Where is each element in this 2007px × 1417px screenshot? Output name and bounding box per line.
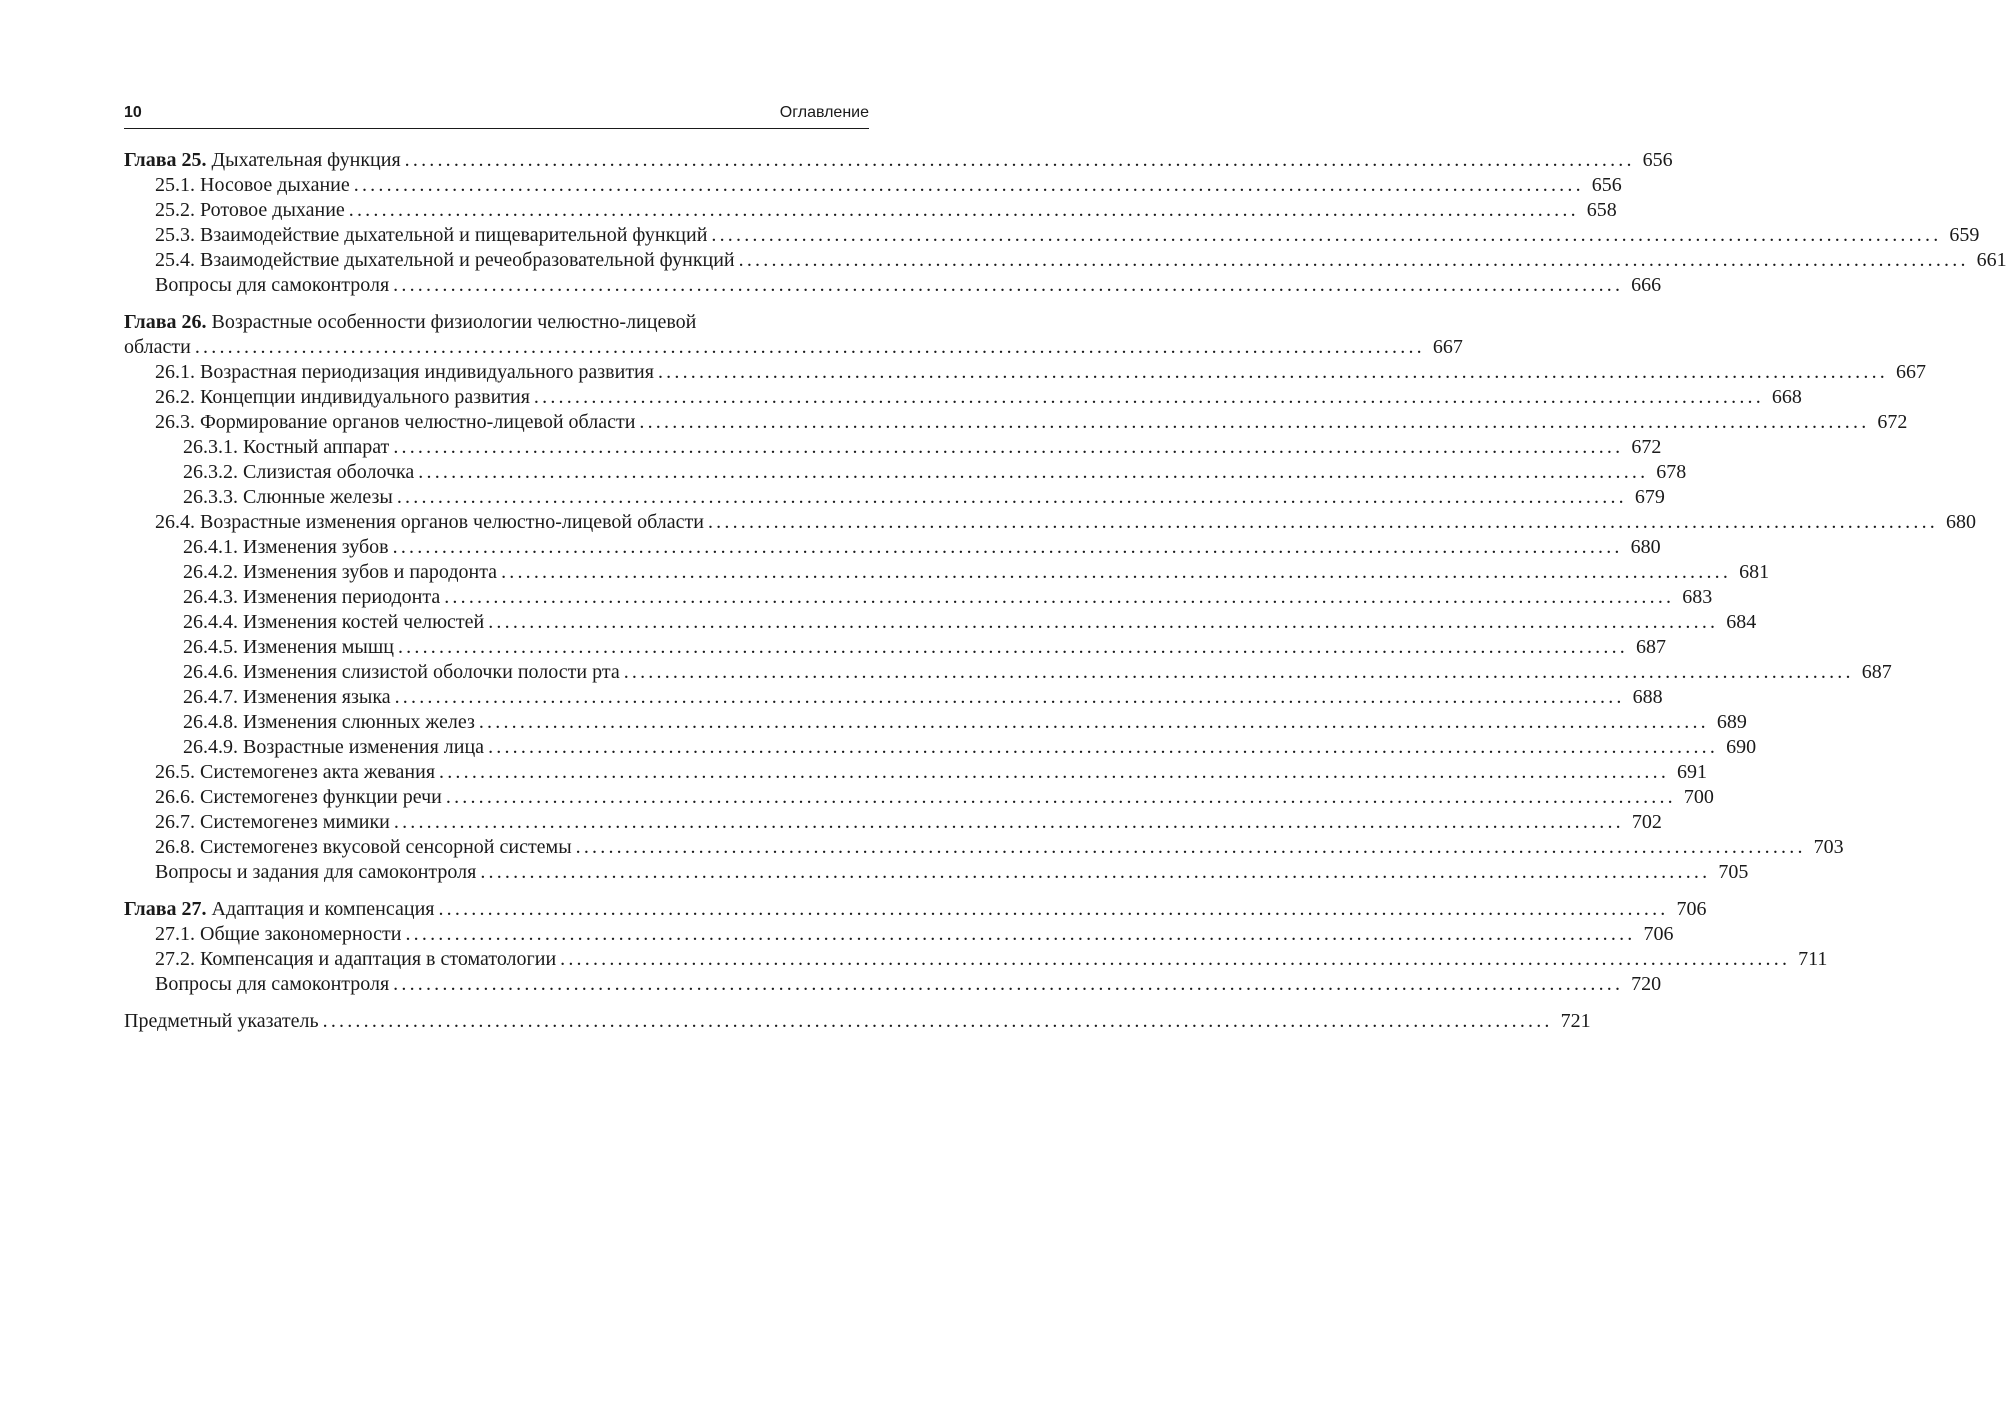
toc-item[interactable]	[124, 810, 1662, 835]
table-of-contents	[124, 148, 2007, 1034]
leader-dots: ......................................................................................................................................................	[738, 249, 1969, 271]
leader-dots: ......................................................................................................................................................	[393, 973, 1624, 995]
toc-item[interactable]	[124, 410, 1908, 435]
page-ref: 656	[1591, 174, 1622, 196]
toc-item[interactable]	[124, 248, 2007, 273]
page-ref: 667	[1432, 336, 1463, 358]
toc-item-title: 26.4.9. Возрастные изменения лица	[183, 736, 485, 758]
leader-dots: ......................................................................................................................................................	[397, 636, 1628, 658]
toc-item[interactable]	[124, 510, 1976, 535]
leader-dots: ......................................................................................................................................................	[393, 274, 1624, 296]
page-ref: 702	[1631, 811, 1662, 833]
page-number: 10	[124, 104, 142, 121]
toc-item[interactable]	[124, 785, 1714, 810]
page-ref: 711	[1798, 948, 1828, 970]
toc-item-title: 26.3.1. Костный аппарат	[183, 436, 390, 458]
chapter-title: Адаптация и компенсация	[211, 898, 435, 920]
leader-dots: ......................................................................................................................................................	[439, 761, 1670, 783]
toc-item[interactable]	[124, 972, 1662, 997]
toc-item-title: 25.4. Взаимодействие дыхательной и речеобразовательной функций	[155, 249, 735, 271]
page-ref: 656	[1642, 149, 1673, 171]
chapter-label: Глава 25.	[124, 149, 207, 171]
toc-item-title: 26.3.3. Слюнные железы	[183, 486, 393, 508]
toc-item[interactable]	[124, 760, 1708, 785]
toc-item-title: 27.2. Компенсация и адаптация в стоматологии	[155, 948, 557, 970]
page-ref: 672	[1631, 436, 1662, 458]
toc-subitem[interactable]	[124, 560, 1770, 585]
toc-item-title: 26.4.6. Изменения слизистой оболочки полости рта	[183, 661, 620, 683]
page-ref: 680	[1630, 536, 1661, 558]
toc-item-title: Предметный указатель	[124, 1010, 319, 1032]
toc-item-title: 26.4.8. Изменения слюнных желез	[183, 711, 475, 733]
toc-item[interactable]	[124, 173, 1622, 198]
toc-item-title: 25.2. Ротовое дыхание	[155, 199, 345, 221]
chapter-title-continued: области	[124, 336, 191, 358]
page-ref: 661	[1976, 249, 2007, 271]
toc-chapter-25[interactable]	[124, 148, 1673, 173]
leader-dots: ......................................................................................................................................................	[488, 611, 1719, 633]
toc-item[interactable]	[124, 947, 1828, 972]
page-ref: 691	[1677, 761, 1708, 783]
page-ref: 678	[1656, 461, 1687, 483]
page-ref: 668	[1771, 386, 1802, 408]
page-ref: 683	[1682, 586, 1713, 608]
page-ref: 720	[1631, 973, 1662, 995]
leader-dots: ......................................................................................................................................................	[575, 836, 1806, 858]
leader-dots: ......................................................................................................................................................	[404, 149, 1635, 171]
toc-subitem[interactable]	[124, 460, 1687, 485]
toc-subitem[interactable]	[124, 710, 1747, 735]
toc-item-title: 26.4.5. Изменения мышц	[183, 636, 394, 658]
leader-dots: ......................................................................................................................................................	[444, 586, 1675, 608]
running-title: Оглавление	[779, 104, 869, 121]
leader-dots: ......................................................................................................................................................	[438, 898, 1669, 920]
toc-item-title: 26.3.2. Слизистая оболочка	[183, 461, 415, 483]
chapter-label: Глава 26.	[124, 311, 207, 333]
toc-subitem[interactable]	[124, 585, 1713, 610]
leader-dots: ......................................................................................................................................................	[478, 711, 1709, 733]
toc-item-title: 26.3. Формирование органов челюстно-лицевой области	[155, 411, 636, 433]
page-ref: 680	[1945, 511, 1976, 533]
page-ref: 672	[1877, 411, 1908, 433]
page-ref: 659	[1949, 224, 1980, 246]
toc-item[interactable]	[124, 223, 1980, 248]
leader-dots: ......................................................................................................................................................	[480, 861, 1711, 883]
leader-dots: ......................................................................................................................................................	[348, 199, 1579, 221]
page-ref: 690	[1726, 736, 1757, 758]
toc-item-title: 27.1. Общие закономерности	[155, 923, 402, 945]
page-ref: 666	[1631, 274, 1662, 296]
toc-subitem[interactable]	[124, 535, 1661, 560]
page-ref: 689	[1716, 711, 1747, 733]
toc-item-title: 26.4.1. Изменения зубов	[183, 536, 389, 558]
section-gap	[124, 997, 869, 1009]
leader-dots: ......................................................................................................................................................	[707, 511, 1938, 533]
leader-dots: ......................................................................................................................................................	[322, 1010, 1553, 1032]
toc-subitem[interactable]	[124, 610, 1757, 635]
page-ref: 703	[1813, 836, 1844, 858]
leader-dots: ......................................................................................................................................................	[657, 361, 1888, 383]
toc-chapter-26[interactable]	[124, 335, 1463, 360]
toc-item[interactable]	[124, 273, 1662, 298]
toc-subitem[interactable]	[124, 485, 1665, 510]
toc-item[interactable]	[124, 360, 1926, 385]
chapter-title: Возрастные особенности физиологии челюстно-лицевой	[211, 311, 697, 333]
chapter-title: Дыхательная функция	[211, 149, 401, 171]
toc-item-title: 25.1. Носовое дыхание	[155, 174, 350, 196]
leader-dots: ......................................................................................................................................................	[639, 411, 1870, 433]
leader-dots: ......................................................................................................................................................	[405, 923, 1636, 945]
running-header	[124, 104, 869, 129]
toc-subitem[interactable]	[124, 685, 1663, 710]
leader-dots: ......................................................................................................................................................	[393, 811, 1624, 833]
toc-item-title: 26.1. Возрастная периодизация индивидуального развития	[155, 361, 654, 383]
toc-subject-index[interactable]	[124, 1009, 1591, 1034]
toc-item-title: 25.3. Взаимодействие дыхательной и пищеварительной функций	[155, 224, 708, 246]
toc-item-title: 26.5. Системогенез акта жевания	[155, 761, 436, 783]
page-ref: 658	[1586, 199, 1617, 221]
leader-dots: ......................................................................................................................................................	[445, 786, 1676, 808]
toc-chapter-26-heading[interactable]	[124, 310, 869, 335]
toc-subitem[interactable]	[124, 735, 1757, 760]
toc-item-title: 26.7. Системогенез мимики	[155, 811, 390, 833]
page-ref: 688	[1632, 686, 1663, 708]
toc-item-title: 26.4.2. Изменения зубов и пародонта	[183, 561, 498, 583]
toc-item-title: 26.2. Концепции индивидуального развития	[155, 386, 530, 408]
page-ref: 679	[1634, 486, 1665, 508]
toc-item-title: 26.4. Возрастные изменения органов челюстно-лицевой области	[155, 511, 704, 533]
leader-dots: ......................................................................................................................................................	[560, 948, 1791, 970]
leader-dots: ......................................................................................................................................................	[711, 224, 1942, 246]
leader-dots: ......................................................................................................................................................	[393, 436, 1624, 458]
page-ref: 700	[1683, 786, 1714, 808]
leader-dots: ......................................................................................................................................................	[353, 174, 1584, 196]
page-ref: 687	[1861, 661, 1892, 683]
toc-item-title: 26.4.3. Изменения периодонта	[183, 586, 441, 608]
leader-dots: ......................................................................................................................................................	[418, 461, 1649, 483]
page-ref: 706	[1676, 898, 1707, 920]
chapter-label: Глава 27.	[124, 898, 207, 920]
leader-dots: ......................................................................................................................................................	[533, 386, 1764, 408]
toc-subitem[interactable]	[124, 660, 1892, 685]
page-ref: 687	[1635, 636, 1666, 658]
toc-item[interactable]	[124, 385, 1802, 410]
toc-item-title: Вопросы и задания для самоконтроля	[155, 861, 477, 883]
section-gap	[124, 885, 869, 897]
toc-subitem[interactable]	[124, 435, 1662, 460]
toc-item[interactable]	[124, 922, 1674, 947]
page-ref: 706	[1643, 923, 1674, 945]
leader-dots: ......................................................................................................................................................	[488, 736, 1719, 758]
section-gap	[124, 298, 869, 310]
toc-item-title: Вопросы для самоконтроля	[155, 973, 390, 995]
toc-item[interactable]	[124, 860, 1749, 885]
page-ref: 705	[1718, 861, 1749, 883]
leader-dots: ......................................................................................................................................................	[394, 686, 1625, 708]
toc-item-title: 26.4.4. Изменения костей челюстей	[183, 611, 485, 633]
toc-subitem[interactable]	[124, 635, 1666, 660]
toc-item-title: 26.4.7. Изменения языка	[183, 686, 391, 708]
leader-dots: ......................................................................................................................................................	[623, 661, 1854, 683]
toc-chapter-27[interactable]	[124, 897, 1707, 922]
page-ref: 681	[1739, 561, 1770, 583]
leader-dots: ......................................................................................................................................................	[396, 486, 1627, 508]
toc-item-title: Вопросы для самоконтроля	[155, 274, 390, 296]
leader-dots: ......................................................................................................................................................	[194, 336, 1425, 358]
page-ref: 684	[1726, 611, 1757, 633]
toc-item[interactable]	[124, 198, 1617, 223]
toc-item-title: 26.6. Системогенез функции речи	[155, 786, 442, 808]
page-ref: 667	[1895, 361, 1926, 383]
toc-item-title: 26.8. Системогенез вкусовой сенсорной системы	[155, 836, 572, 858]
toc-item[interactable]	[124, 835, 1844, 860]
leader-dots: ......................................................................................................................................................	[501, 561, 1732, 583]
leader-dots: ......................................................................................................................................................	[392, 536, 1623, 558]
page-ref: 721	[1560, 1010, 1591, 1032]
